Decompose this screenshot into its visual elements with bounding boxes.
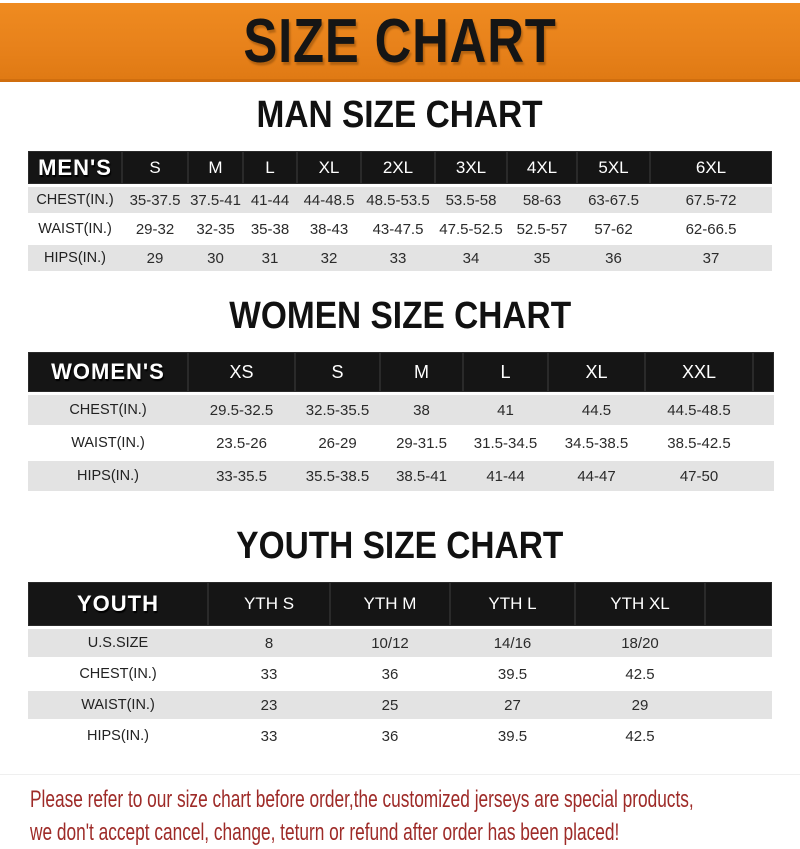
row-filler-cell bbox=[705, 690, 772, 721]
value-cell: 57-62 bbox=[577, 215, 650, 244]
value-cell: 67.5-72 bbox=[650, 186, 772, 215]
value-cell: 35-38 bbox=[243, 215, 297, 244]
column-header: 3XL bbox=[435, 151, 507, 186]
value-cell: 29 bbox=[575, 690, 705, 721]
row-label: WAIST(IN.) bbox=[28, 215, 122, 244]
footer-line-1: Please refer to our size chart before order,the customized jerseys are special products, bbox=[30, 786, 694, 813]
value-cell: 29-31.5 bbox=[380, 427, 463, 460]
value-cell: 44-48.5 bbox=[297, 186, 361, 215]
value-cell: 38.5-42.5 bbox=[645, 427, 753, 460]
value-cell: 33-35.5 bbox=[188, 460, 295, 492]
value-cell: 47.5-52.5 bbox=[435, 215, 507, 244]
table-row bbox=[28, 427, 774, 460]
value-cell: 41-44 bbox=[463, 460, 548, 492]
value-cell: 18/20 bbox=[575, 628, 705, 659]
value-cell: 38 bbox=[380, 394, 463, 427]
section-title-men bbox=[0, 94, 800, 137]
table-row bbox=[28, 690, 772, 721]
column-header: XL bbox=[548, 352, 645, 394]
value-cell: 14/16 bbox=[450, 628, 575, 659]
section-title-women bbox=[0, 295, 800, 338]
row-label: U.S.SIZE bbox=[28, 628, 208, 659]
header-filler-cell bbox=[753, 352, 774, 394]
value-cell: 42.5 bbox=[575, 659, 705, 690]
banner bbox=[0, 3, 800, 82]
value-cell: 27 bbox=[450, 690, 575, 721]
value-cell: 38-43 bbox=[297, 215, 361, 244]
value-cell: 34.5-38.5 bbox=[548, 427, 645, 460]
section-title-women-text: WOMEN SIZE CHART bbox=[229, 295, 571, 337]
value-cell: 41-44 bbox=[243, 186, 297, 215]
value-cell: 42.5 bbox=[575, 721, 705, 751]
header-filler-cell bbox=[705, 582, 772, 628]
column-header: S bbox=[122, 151, 188, 186]
table-row bbox=[28, 628, 772, 659]
row-label: CHEST(IN.) bbox=[28, 186, 122, 215]
value-cell: 38.5-41 bbox=[380, 460, 463, 492]
value-cell: 37 bbox=[650, 244, 772, 272]
value-cell: 32.5-35.5 bbox=[295, 394, 380, 427]
value-cell: 47-50 bbox=[645, 460, 753, 492]
table-row bbox=[28, 659, 772, 690]
column-header: XS bbox=[188, 352, 295, 394]
value-cell: 39.5 bbox=[450, 659, 575, 690]
value-cell: 44.5-48.5 bbox=[645, 394, 753, 427]
value-cell: 35 bbox=[507, 244, 577, 272]
row-filler-cell bbox=[705, 659, 772, 690]
footer-note bbox=[0, 774, 800, 849]
table-row bbox=[28, 460, 774, 492]
header-row bbox=[28, 582, 772, 628]
row-filler-cell bbox=[753, 394, 774, 427]
value-cell: 58-63 bbox=[507, 186, 577, 215]
row-label: WAIST(IN.) bbox=[28, 690, 208, 721]
column-header: YTH S bbox=[208, 582, 330, 628]
value-cell: 23 bbox=[208, 690, 330, 721]
table-row bbox=[28, 244, 772, 272]
value-cell: 35-37.5 bbox=[122, 186, 188, 215]
column-header: 6XL bbox=[650, 151, 772, 186]
value-cell: 63-67.5 bbox=[577, 186, 650, 215]
value-cell: 36 bbox=[577, 244, 650, 272]
table-corner-label: YOUTH bbox=[28, 582, 208, 628]
footer-line-2: we don't accept cancel, change, teturn or refund after order has been placed! bbox=[30, 819, 620, 846]
column-header: XL bbox=[297, 151, 361, 186]
value-cell: 36 bbox=[330, 721, 450, 751]
table-row bbox=[28, 215, 772, 244]
value-cell: 8 bbox=[208, 628, 330, 659]
section-title-youth-text: YOUTH SIZE CHART bbox=[236, 525, 564, 567]
row-label: WAIST(IN.) bbox=[28, 427, 188, 460]
column-header: L bbox=[463, 352, 548, 394]
section-title-men-text: MAN SIZE CHART bbox=[256, 94, 544, 136]
column-header: L bbox=[243, 151, 297, 186]
value-cell: 33 bbox=[208, 721, 330, 751]
value-cell: 26-29 bbox=[295, 427, 380, 460]
value-cell: 29 bbox=[122, 244, 188, 272]
column-header: YTH M bbox=[330, 582, 450, 628]
column-header: 4XL bbox=[507, 151, 577, 186]
row-label: CHEST(IN.) bbox=[28, 659, 208, 690]
page-title: SIZE CHART bbox=[243, 6, 557, 76]
row-filler-cell bbox=[705, 628, 772, 659]
value-cell: 33 bbox=[208, 659, 330, 690]
table-corner-label: MEN'S bbox=[28, 151, 122, 186]
value-cell: 31.5-34.5 bbox=[463, 427, 548, 460]
value-cell: 25 bbox=[330, 690, 450, 721]
column-header: M bbox=[188, 151, 243, 186]
table-row bbox=[28, 186, 772, 215]
section-title-youth bbox=[0, 525, 800, 568]
value-cell: 43-47.5 bbox=[361, 215, 435, 244]
header-row bbox=[28, 352, 774, 394]
value-cell: 31 bbox=[243, 244, 297, 272]
row-label: HIPS(IN.) bbox=[28, 721, 208, 751]
value-cell: 10/12 bbox=[330, 628, 450, 659]
table-row bbox=[28, 721, 772, 751]
value-cell: 34 bbox=[435, 244, 507, 272]
column-header: 2XL bbox=[361, 151, 435, 186]
value-cell: 37.5-41 bbox=[188, 186, 243, 215]
value-cell: 44.5 bbox=[548, 394, 645, 427]
value-cell: 35.5-38.5 bbox=[295, 460, 380, 492]
value-cell: 48.5-53.5 bbox=[361, 186, 435, 215]
table-row bbox=[28, 394, 774, 427]
size-chart-page bbox=[0, 3, 800, 846]
row-label: CHEST(IN.) bbox=[28, 394, 188, 427]
value-cell: 30 bbox=[188, 244, 243, 272]
youth-size-table bbox=[28, 582, 772, 750]
men-size-table bbox=[28, 151, 772, 271]
value-cell: 44-47 bbox=[548, 460, 645, 492]
row-filler-cell bbox=[753, 427, 774, 460]
value-cell: 39.5 bbox=[450, 721, 575, 751]
value-cell: 23.5-26 bbox=[188, 427, 295, 460]
value-cell: 52.5-57 bbox=[507, 215, 577, 244]
column-header: XXL bbox=[645, 352, 753, 394]
header-row bbox=[28, 151, 772, 186]
value-cell: 32-35 bbox=[188, 215, 243, 244]
value-cell: 62-66.5 bbox=[650, 215, 772, 244]
value-cell: 33 bbox=[361, 244, 435, 272]
row-filler-cell bbox=[705, 721, 772, 751]
women-size-table bbox=[28, 352, 774, 491]
value-cell: 32 bbox=[297, 244, 361, 272]
value-cell: 29-32 bbox=[122, 215, 188, 244]
value-cell: 29.5-32.5 bbox=[188, 394, 295, 427]
row-label: HIPS(IN.) bbox=[28, 244, 122, 272]
row-label: HIPS(IN.) bbox=[28, 460, 188, 492]
column-header: YTH L bbox=[450, 582, 575, 628]
column-header: S bbox=[295, 352, 380, 394]
column-header: 5XL bbox=[577, 151, 650, 186]
table-corner-label: WOMEN'S bbox=[28, 352, 188, 394]
value-cell: 53.5-58 bbox=[435, 186, 507, 215]
column-header: YTH XL bbox=[575, 582, 705, 628]
column-header: M bbox=[380, 352, 463, 394]
value-cell: 41 bbox=[463, 394, 548, 427]
row-filler-cell bbox=[753, 460, 774, 492]
value-cell: 36 bbox=[330, 659, 450, 690]
